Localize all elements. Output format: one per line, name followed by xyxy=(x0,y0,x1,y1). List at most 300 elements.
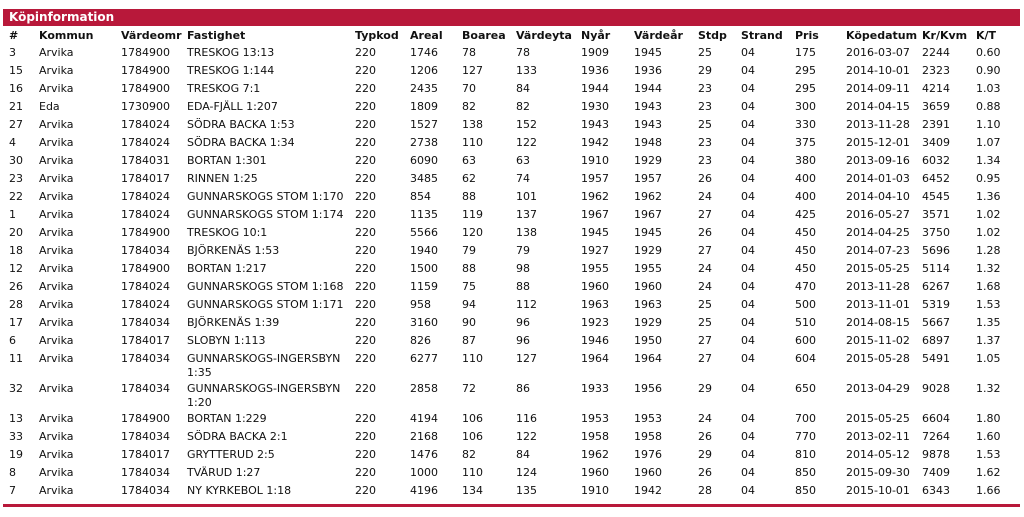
table-cell: 04 xyxy=(741,448,755,461)
table-cell: 33 xyxy=(9,430,23,443)
table-cell: 450 xyxy=(795,244,816,257)
table-cell: 1933 xyxy=(581,382,609,395)
table-cell: 2014-01-03 xyxy=(846,172,910,185)
table-cell: 86 xyxy=(516,382,530,395)
table-cell: 854 xyxy=(410,190,431,203)
table-cell: 295 xyxy=(795,64,816,77)
table-cell: 1958 xyxy=(634,430,662,443)
table-cell: Arvika xyxy=(39,466,74,479)
table-cell: 2015-12-01 xyxy=(846,136,910,149)
table-cell: Arvika xyxy=(39,226,74,239)
table-cell: 04 xyxy=(741,136,755,149)
table-cell: 24 xyxy=(698,280,712,293)
table-cell: 1784034 xyxy=(121,484,170,497)
table-cell: 26 xyxy=(698,172,712,185)
table-row[interactable] xyxy=(3,410,1020,428)
table-row[interactable] xyxy=(3,428,1020,446)
table-cell: 24 xyxy=(698,190,712,203)
table-row[interactable] xyxy=(3,116,1020,134)
table-cell: 0.60 xyxy=(976,46,1001,59)
table-cell: 6343 xyxy=(922,484,950,497)
table-row[interactable] xyxy=(3,170,1020,188)
table-cell: 1929 xyxy=(634,316,662,329)
table-cell: 04 xyxy=(741,298,755,311)
table-cell: 220 xyxy=(355,334,376,347)
table-cell: NY KYRKEBOL 1:18 xyxy=(187,484,292,497)
table-cell: 220 xyxy=(355,190,376,203)
column-header[interactable]: Köpedatum xyxy=(846,28,918,42)
table-cell: 1957 xyxy=(634,172,662,185)
table-cell: 1.03 xyxy=(976,82,1001,95)
sales-table xyxy=(3,26,1020,500)
table-cell: Arvika xyxy=(39,262,74,275)
table-cell: Arvika xyxy=(39,64,74,77)
table-row[interactable] xyxy=(3,482,1020,500)
table-cell: 04 xyxy=(741,46,755,59)
table-cell: 2858 xyxy=(410,382,438,395)
table-cell: 5696 xyxy=(922,244,950,257)
table-cell: GUNNARSKOGS STOM 1:171 xyxy=(187,298,344,311)
table-cell: 1784034 xyxy=(121,316,170,329)
table-cell: 1784900 xyxy=(121,226,170,239)
table-cell: 220 xyxy=(355,136,376,149)
table-cell: 850 xyxy=(795,484,816,497)
table-cell: 122 xyxy=(516,430,537,443)
table-cell: 75 xyxy=(462,280,476,293)
table-cell: Arvika xyxy=(39,448,74,461)
column-header[interactable]: Värdeyta xyxy=(516,28,572,42)
table-cell: 04 xyxy=(741,154,755,167)
table-cell: 9028 xyxy=(922,382,950,395)
table-cell: 04 xyxy=(741,82,755,95)
table-cell: 220 xyxy=(355,280,376,293)
table-cell: 23 xyxy=(698,100,712,113)
table-cell: 400 xyxy=(795,172,816,185)
table-cell: 1943 xyxy=(634,118,662,131)
table-cell: 26 xyxy=(9,280,23,293)
table-cell: 27 xyxy=(698,352,712,365)
table-cell: 74 xyxy=(516,172,530,185)
table-cell: 1476 xyxy=(410,448,438,461)
table-cell: 1159 xyxy=(410,280,438,293)
table-cell: 1909 xyxy=(581,46,609,59)
table-cell: 2014-08-15 xyxy=(846,316,910,329)
table-cell: 1809 xyxy=(410,100,438,113)
table-cell: 850 xyxy=(795,466,816,479)
table-cell: 650 xyxy=(795,382,816,395)
table-cell: 220 xyxy=(355,100,376,113)
table-cell: Arvika xyxy=(39,412,74,425)
table-cell: 20 xyxy=(9,226,23,239)
table-cell: 1.53 xyxy=(976,298,1001,311)
table-cell: 1.53 xyxy=(976,448,1001,461)
panel-bottom-border xyxy=(3,504,1020,507)
table-cell: 1784034 xyxy=(121,244,170,257)
table-cell: 13 xyxy=(9,412,23,425)
column-header[interactable]: Strand xyxy=(741,28,783,42)
table-cell: 1.02 xyxy=(976,226,1001,239)
table-cell: 5319 xyxy=(922,298,950,311)
table-cell: 16 xyxy=(9,82,23,95)
column-header[interactable]: Värdeår xyxy=(634,28,683,42)
column-header[interactable]: Stdp xyxy=(698,28,727,42)
table-cell: 2013-04-29 xyxy=(846,382,910,395)
table-row[interactable] xyxy=(3,80,1020,98)
table-cell: 04 xyxy=(741,280,755,293)
table-cell: 1960 xyxy=(634,280,662,293)
table-cell: 1.28 xyxy=(976,244,1001,257)
table-cell: 1910 xyxy=(581,484,609,497)
table-cell: 700 xyxy=(795,412,816,425)
table-cell: 330 xyxy=(795,118,816,131)
table-row[interactable] xyxy=(3,62,1020,80)
table-cell: 2013-11-28 xyxy=(846,118,910,131)
table-cell: 106 xyxy=(462,412,483,425)
table-cell: 1500 xyxy=(410,262,438,275)
table-row[interactable] xyxy=(3,296,1020,314)
column-header[interactable]: # xyxy=(9,28,19,42)
table-cell: 220 xyxy=(355,118,376,131)
table-cell: 2014-05-12 xyxy=(846,448,910,461)
table-cell: GUNNARSKOGS-INGERSBYN 1:20 xyxy=(187,382,341,409)
table-cell: 120 xyxy=(462,226,483,239)
table-cell: 25 xyxy=(698,118,712,131)
table-cell: Arvika xyxy=(39,118,74,131)
table-cell: 04 xyxy=(741,430,755,443)
table-row[interactable] xyxy=(3,188,1020,206)
table-cell: 1784024 xyxy=(121,298,170,311)
table-cell: TVÄRUD 1:27 xyxy=(187,466,261,479)
table-cell: 79 xyxy=(516,244,530,257)
table-cell: 2014-10-01 xyxy=(846,64,910,77)
table-cell: 1946 xyxy=(581,334,609,347)
table-cell: 21 xyxy=(9,100,23,113)
table-cell: 63 xyxy=(516,154,530,167)
table-cell: 2014-04-25 xyxy=(846,226,910,239)
table-cell: EDA-FJÄLL 1:207 xyxy=(187,100,278,113)
table-cell: 04 xyxy=(741,190,755,203)
table-cell: 5491 xyxy=(922,352,950,365)
table-cell: 295 xyxy=(795,82,816,95)
column-header[interactable]: K/T xyxy=(976,28,997,42)
table-cell: 1945 xyxy=(581,226,609,239)
table-body xyxy=(3,44,1020,500)
table-cell: 88 xyxy=(462,190,476,203)
table-cell: 220 xyxy=(355,172,376,185)
table-cell: 135 xyxy=(516,484,537,497)
table-cell: 1135 xyxy=(410,208,438,221)
table-cell: 600 xyxy=(795,334,816,347)
table-cell: 04 xyxy=(741,484,755,497)
table-cell: 2435 xyxy=(410,82,438,95)
table-cell: 510 xyxy=(795,316,816,329)
table-cell: 5114 xyxy=(922,262,950,275)
table-cell: 4545 xyxy=(922,190,950,203)
table-cell: 1943 xyxy=(634,100,662,113)
table-cell: TRESKOG 10:1 xyxy=(187,226,268,239)
table-cell: 220 xyxy=(355,64,376,77)
table-cell: 5566 xyxy=(410,226,438,239)
table-cell: 27 xyxy=(698,244,712,257)
table-cell: 1948 xyxy=(634,136,662,149)
table-cell: 1950 xyxy=(634,334,662,347)
table-cell: 04 xyxy=(741,172,755,185)
table-cell: 2013-02-11 xyxy=(846,430,910,443)
column-header[interactable]: Pris xyxy=(795,28,819,42)
table-row[interactable] xyxy=(3,224,1020,242)
table-cell: 1784017 xyxy=(121,334,170,347)
table-cell: 1963 xyxy=(634,298,662,311)
table-cell: 29 xyxy=(698,448,712,461)
table-cell: 220 xyxy=(355,484,376,497)
table-row[interactable] xyxy=(3,350,1020,380)
table-cell: 1930 xyxy=(581,100,609,113)
table-cell: 1962 xyxy=(634,190,662,203)
table-cell: GUNNARSKOGS STOM 1:174 xyxy=(187,208,344,221)
table-cell: 6090 xyxy=(410,154,438,167)
table-cell: 25 xyxy=(698,316,712,329)
table-cell: Arvika xyxy=(39,208,74,221)
table-cell: 1929 xyxy=(634,244,662,257)
table-cell: 1784024 xyxy=(121,136,170,149)
table-cell: 500 xyxy=(795,298,816,311)
table-cell: SÖDRA BACKA 2:1 xyxy=(187,430,288,443)
table-cell: Arvika xyxy=(39,352,74,365)
table-cell: 1784900 xyxy=(121,46,170,59)
table-cell: 1784024 xyxy=(121,190,170,203)
table-cell: 1942 xyxy=(634,484,662,497)
table-cell: Arvika xyxy=(39,172,74,185)
table-cell: 220 xyxy=(355,226,376,239)
table-cell: 1.05 xyxy=(976,352,1001,365)
table-cell: 04 xyxy=(741,412,755,425)
table-row[interactable] xyxy=(3,446,1020,464)
table-cell: 1927 xyxy=(581,244,609,257)
table-cell: 101 xyxy=(516,190,537,203)
table-row[interactable] xyxy=(3,98,1020,116)
table-cell: 1784034 xyxy=(121,382,170,395)
table-cell: 1.66 xyxy=(976,484,1001,497)
column-header[interactable]: Fastighet xyxy=(187,28,246,42)
table-cell: 1746 xyxy=(410,46,438,59)
table-cell: 2013-11-28 xyxy=(846,280,910,293)
table-cell: 220 xyxy=(355,448,376,461)
table-cell: 0.88 xyxy=(976,100,1001,113)
table-cell: 7409 xyxy=(922,466,950,479)
table-cell: 1784900 xyxy=(121,82,170,95)
table-row[interactable] xyxy=(3,260,1020,278)
table-cell: 17 xyxy=(9,316,23,329)
table-cell: 1784034 xyxy=(121,466,170,479)
table-cell: 1960 xyxy=(581,280,609,293)
table-cell: BJÖRKENÄS 1:39 xyxy=(187,316,280,329)
table-cell: 134 xyxy=(462,484,483,497)
table-cell: 119 xyxy=(462,208,483,221)
table-cell: SÖDRA BACKA 1:53 xyxy=(187,118,295,131)
column-header[interactable]: Nyår xyxy=(581,28,611,42)
column-header[interactable]: Kr/Kvm xyxy=(922,28,968,42)
table-cell: 110 xyxy=(462,352,483,365)
table-cell: GUNNARSKOGS STOM 1:170 xyxy=(187,190,344,203)
table-cell: 2738 xyxy=(410,136,438,149)
table-cell: 2323 xyxy=(922,64,950,77)
table-row[interactable] xyxy=(3,206,1020,224)
table-cell: 27 xyxy=(698,334,712,347)
table-cell: 23 xyxy=(9,172,23,185)
table-cell: 26 xyxy=(698,430,712,443)
table-cell: 28 xyxy=(9,298,23,311)
table-row[interactable] xyxy=(3,152,1020,170)
table-cell: 26 xyxy=(698,466,712,479)
table-row[interactable] xyxy=(3,134,1020,152)
table-cell: Arvika xyxy=(39,430,74,443)
table-cell: 3160 xyxy=(410,316,438,329)
table-cell: 82 xyxy=(462,100,476,113)
table-cell: 2016-05-27 xyxy=(846,208,910,221)
table-cell: 137 xyxy=(516,208,537,221)
table-cell: 138 xyxy=(462,118,483,131)
table-cell: 1964 xyxy=(634,352,662,365)
table-cell: 2015-10-01 xyxy=(846,484,910,497)
table-cell: 6452 xyxy=(922,172,950,185)
table-cell: 1784017 xyxy=(121,448,170,461)
table-cell: 1910 xyxy=(581,154,609,167)
table-cell: 1960 xyxy=(634,466,662,479)
table-cell: 25 xyxy=(698,46,712,59)
table-cell: 04 xyxy=(741,118,755,131)
table-cell: 6604 xyxy=(922,412,950,425)
table-cell: 04 xyxy=(741,226,755,239)
table-cell: 220 xyxy=(355,244,376,257)
table-row[interactable] xyxy=(3,44,1020,62)
table-cell: 2015-05-25 xyxy=(846,262,910,275)
table-cell: 04 xyxy=(741,466,755,479)
table-cell: 220 xyxy=(355,262,376,275)
panel-title: Köpinformation xyxy=(3,9,1020,26)
table-cell: 1957 xyxy=(581,172,609,185)
table-cell: 29 xyxy=(698,64,712,77)
table-cell: 1.35 xyxy=(976,316,1001,329)
table-cell: 122 xyxy=(516,136,537,149)
table-cell: 1956 xyxy=(634,382,662,395)
column-header[interactable]: Typkod xyxy=(355,28,399,42)
table-row[interactable] xyxy=(3,242,1020,260)
table-cell: BORTAN 1:301 xyxy=(187,154,267,167)
table-cell: 380 xyxy=(795,154,816,167)
table-cell: 27 xyxy=(698,208,712,221)
table-cell: 1953 xyxy=(634,412,662,425)
column-header[interactable]: Boarea xyxy=(462,28,506,42)
table-cell: 04 xyxy=(741,352,755,365)
table-cell: 2015-09-30 xyxy=(846,466,910,479)
table-cell: 79 xyxy=(462,244,476,257)
table-cell: Arvika xyxy=(39,136,74,149)
table-cell: 220 xyxy=(355,46,376,59)
table-cell: BJÖRKENÄS 1:53 xyxy=(187,244,280,257)
table-cell: 1940 xyxy=(410,244,438,257)
table-cell: 1943 xyxy=(581,118,609,131)
table-cell: 98 xyxy=(516,262,530,275)
table-cell: 450 xyxy=(795,226,816,239)
table-row[interactable] xyxy=(3,314,1020,332)
table-cell: TRESKOG 7:1 xyxy=(187,82,261,95)
table-cell: 84 xyxy=(516,448,530,461)
table-row[interactable] xyxy=(3,278,1020,296)
table-cell: 1942 xyxy=(581,136,609,149)
table-cell: SLOBYN 1:113 xyxy=(187,334,266,347)
table-cell: 1.07 xyxy=(976,136,1001,149)
column-header[interactable]: Areal xyxy=(410,28,443,42)
table-cell: 96 xyxy=(516,316,530,329)
table-cell: Arvika xyxy=(39,484,74,497)
table-cell: 82 xyxy=(516,100,530,113)
table-cell: 2013-09-16 xyxy=(846,154,910,167)
column-header[interactable]: Värdeomr xyxy=(121,28,182,42)
table-cell: 04 xyxy=(741,316,755,329)
table-cell: 133 xyxy=(516,64,537,77)
table-cell: 1527 xyxy=(410,118,438,131)
table-cell: 26 xyxy=(698,226,712,239)
table-cell: 7 xyxy=(9,484,16,497)
table-cell: 23 xyxy=(698,82,712,95)
table-cell: 1784900 xyxy=(121,64,170,77)
table-cell: 1976 xyxy=(634,448,662,461)
table-cell: SÖDRA BACKA 1:34 xyxy=(187,136,295,149)
table-cell: 2013-11-01 xyxy=(846,298,910,311)
table-cell: 1.68 xyxy=(976,280,1001,293)
table-cell: 2391 xyxy=(922,118,950,131)
table-cell: 1206 xyxy=(410,64,438,77)
table-cell: 1955 xyxy=(634,262,662,275)
table-cell: 7264 xyxy=(922,430,950,443)
table-cell: 1958 xyxy=(581,430,609,443)
table-cell: 1.32 xyxy=(976,382,1001,395)
table-cell: 138 xyxy=(516,226,537,239)
table-row[interactable] xyxy=(3,464,1020,482)
table-cell: 4 xyxy=(9,136,16,149)
table-cell: 1 xyxy=(9,208,16,221)
table-cell: 25 xyxy=(698,298,712,311)
table-cell: 1967 xyxy=(634,208,662,221)
table-cell: 1.62 xyxy=(976,466,1001,479)
table-row[interactable] xyxy=(3,332,1020,350)
table-cell: 23 xyxy=(698,154,712,167)
table-cell: Arvika xyxy=(39,298,74,311)
table-cell: 1945 xyxy=(634,46,662,59)
table-cell: 220 xyxy=(355,316,376,329)
table-row[interactable] xyxy=(3,380,1020,410)
table-cell: TRESKOG 1:144 xyxy=(187,64,275,77)
table-cell: Arvika xyxy=(39,244,74,257)
table-cell: TRESKOG 13:13 xyxy=(187,46,275,59)
table-cell: 810 xyxy=(795,448,816,461)
column-header[interactable]: Kommun xyxy=(39,28,94,42)
table-cell: 1929 xyxy=(634,154,662,167)
table-cell: 116 xyxy=(516,412,537,425)
table-cell: 110 xyxy=(462,136,483,149)
table-cell: 62 xyxy=(462,172,476,185)
table-cell: 12 xyxy=(9,262,23,275)
table-cell: 1730900 xyxy=(121,100,170,113)
table-cell: 127 xyxy=(462,64,483,77)
table-cell: 1962 xyxy=(581,448,609,461)
table-cell: 220 xyxy=(355,412,376,425)
table-cell: 29 xyxy=(698,382,712,395)
table-cell: 1784031 xyxy=(121,154,170,167)
table-cell: 3750 xyxy=(922,226,950,239)
table-cell: 127 xyxy=(516,352,537,365)
table-cell: 110 xyxy=(462,466,483,479)
